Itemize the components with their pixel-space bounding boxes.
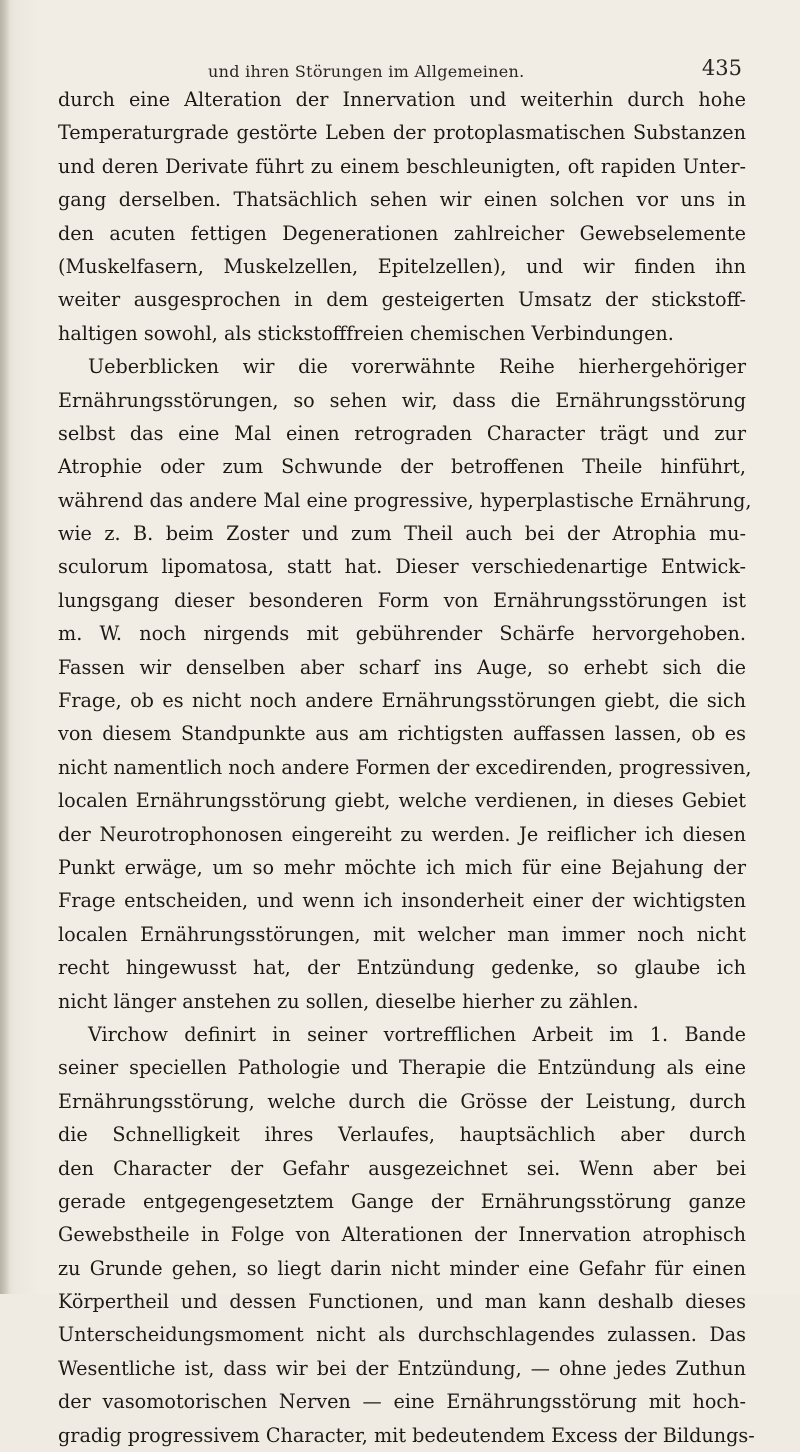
text-line: die Schnelligkeit ihres Verlaufes, hauptsächlich aber durch <box>58 1123 746 1147</box>
text-line: Wesentliche ist, dass wir bei der Entzündung, — ohne jedes Zuthun <box>58 1356 746 1380</box>
text-line: m. W. noch nirgends mit gebührender Schärfe hervorgehoben. <box>58 622 746 646</box>
paragraph-start-line: Ueberblicken wir die vorerwähnte Reihe hierhergehöriger <box>88 355 746 379</box>
body-text <box>58 83 755 1452</box>
text-line: und deren Derivate führt zu einem beschleunigten, oft rapiden Unter- <box>58 154 746 178</box>
running-header <box>82 56 742 86</box>
paragraph-start-line: Virchow definirt in seiner vortrefflichen Arbeit im 1. Bande <box>88 1022 746 1046</box>
running-header-title: und ihren Störungen im Allgemeinen. <box>208 62 525 81</box>
text-line: (Muskelfasern, Muskelzellen, Epitelzellen), und wir finden ihn <box>58 254 746 278</box>
text-line: Atrophie oder zum Schwunde der betroffenen Theile hinführt, <box>58 455 746 479</box>
text-line: haltigen sowohl, als stickstofffreien chemischen Verbindungen. <box>58 321 674 345</box>
text-line: nicht länger anstehen zu sollen, dieselbe hierher zu zählen. <box>58 989 639 1013</box>
text-line: selbst das eine Mal einen retrograden Character trägt und zur <box>58 421 746 445</box>
text-line: während das andere Mal eine progressive, hyperplastische Ernährung, <box>58 488 752 512</box>
text-line: recht hingewusst hat, der Entzündung gedenke, so glaube ich <box>58 956 746 980</box>
text-line: Gewebstheile in Folge von Alterationen der Innervation atrophisch <box>58 1223 746 1247</box>
text-line: seiner speciellen Pathologie und Therapie die Entzündung als eine <box>58 1056 746 1080</box>
text-line: wie z. B. beim Zoster und zum Theil auch bei der Atrophia mu- <box>58 522 746 546</box>
text-line: Fassen wir denselben aber scharf ins Auge, so erhebt sich die <box>58 655 746 679</box>
text-line: Temperaturgrade gestörte Leben der protoplasmatischen Substanzen <box>58 121 746 145</box>
text-line: Ernährungsstörung, welche durch die Grösse der Leistung, durch <box>58 1089 746 1113</box>
text-line: gradig progressivem Character, mit bedeutendem Excess der Bildungs- <box>58 1423 755 1447</box>
text-line: Frage, ob es nicht noch andere Ernährungsstörungen giebt, die sich <box>58 689 746 713</box>
text-line: localen Ernährungsstörungen, mit welcher man immer noch nicht <box>58 922 746 946</box>
text-line: sculorum lipomatosa, statt hat. Dieser verschiedenartige Entwick- <box>58 555 746 579</box>
text-line: der vasomotorischen Nerven — eine Ernährungsstörung mit hoch- <box>58 1390 746 1414</box>
text-line: weiter ausgesprochen in dem gesteigerten Umsatz der stickstoff- <box>58 288 746 312</box>
text-line: den Character der Gefahr ausgezeichnet sei. Wenn aber bei <box>58 1156 746 1180</box>
text-line: gang derselben. Thatsächlich sehen wir einen solchen vor uns in <box>58 188 746 212</box>
text-line: nicht namentlich noch andere Formen der excedirenden, progressiven, <box>58 755 752 779</box>
text-line: zu Grunde gehen, so liegt darin nicht minder eine Gefahr für einen <box>58 1256 746 1280</box>
text-line: den acuten fettigen Degenerationen zahlreicher Gewebselemente <box>58 221 746 245</box>
text-line: lungsgang dieser besonderen Form von Ernährungsstörungen ist <box>58 588 746 612</box>
text-line: Frage entscheiden, und wenn ich insonderheit einer der wichtigsten <box>58 889 746 913</box>
page-number: 435 <box>701 56 742 80</box>
text-line: Ernährungsstörungen, so sehen wir, dass die Ernährungsstörung <box>58 388 746 412</box>
text-line: durch eine Alteration der Innervation und weiterhin durch hohe <box>58 88 746 111</box>
text-line: der Neurotrophonosen eingereiht zu werden. Je reiflicher ich diesen <box>58 822 746 846</box>
text-line: localen Ernährungsstörung giebt, welche verdienen, in dieses Gebiet <box>58 789 746 813</box>
text-line: gerade entgegengesetztem Gange der Ernährungsstörung ganze <box>58 1189 746 1213</box>
text-line: Unterscheidungsmoment nicht als durchschlagendes zulassen. Das <box>58 1323 746 1347</box>
text-line: von diesem Standpunkte aus am richtigsten auffassen lassen, ob es <box>58 722 746 746</box>
text-line: Körpertheil und dessen Functionen, und man kann deshalb dieses <box>58 1290 746 1314</box>
text-line: Punkt erwäge, um so mehr möchte ich mich für eine Bejahung der <box>58 855 746 879</box>
binding-shadow <box>0 0 10 1294</box>
